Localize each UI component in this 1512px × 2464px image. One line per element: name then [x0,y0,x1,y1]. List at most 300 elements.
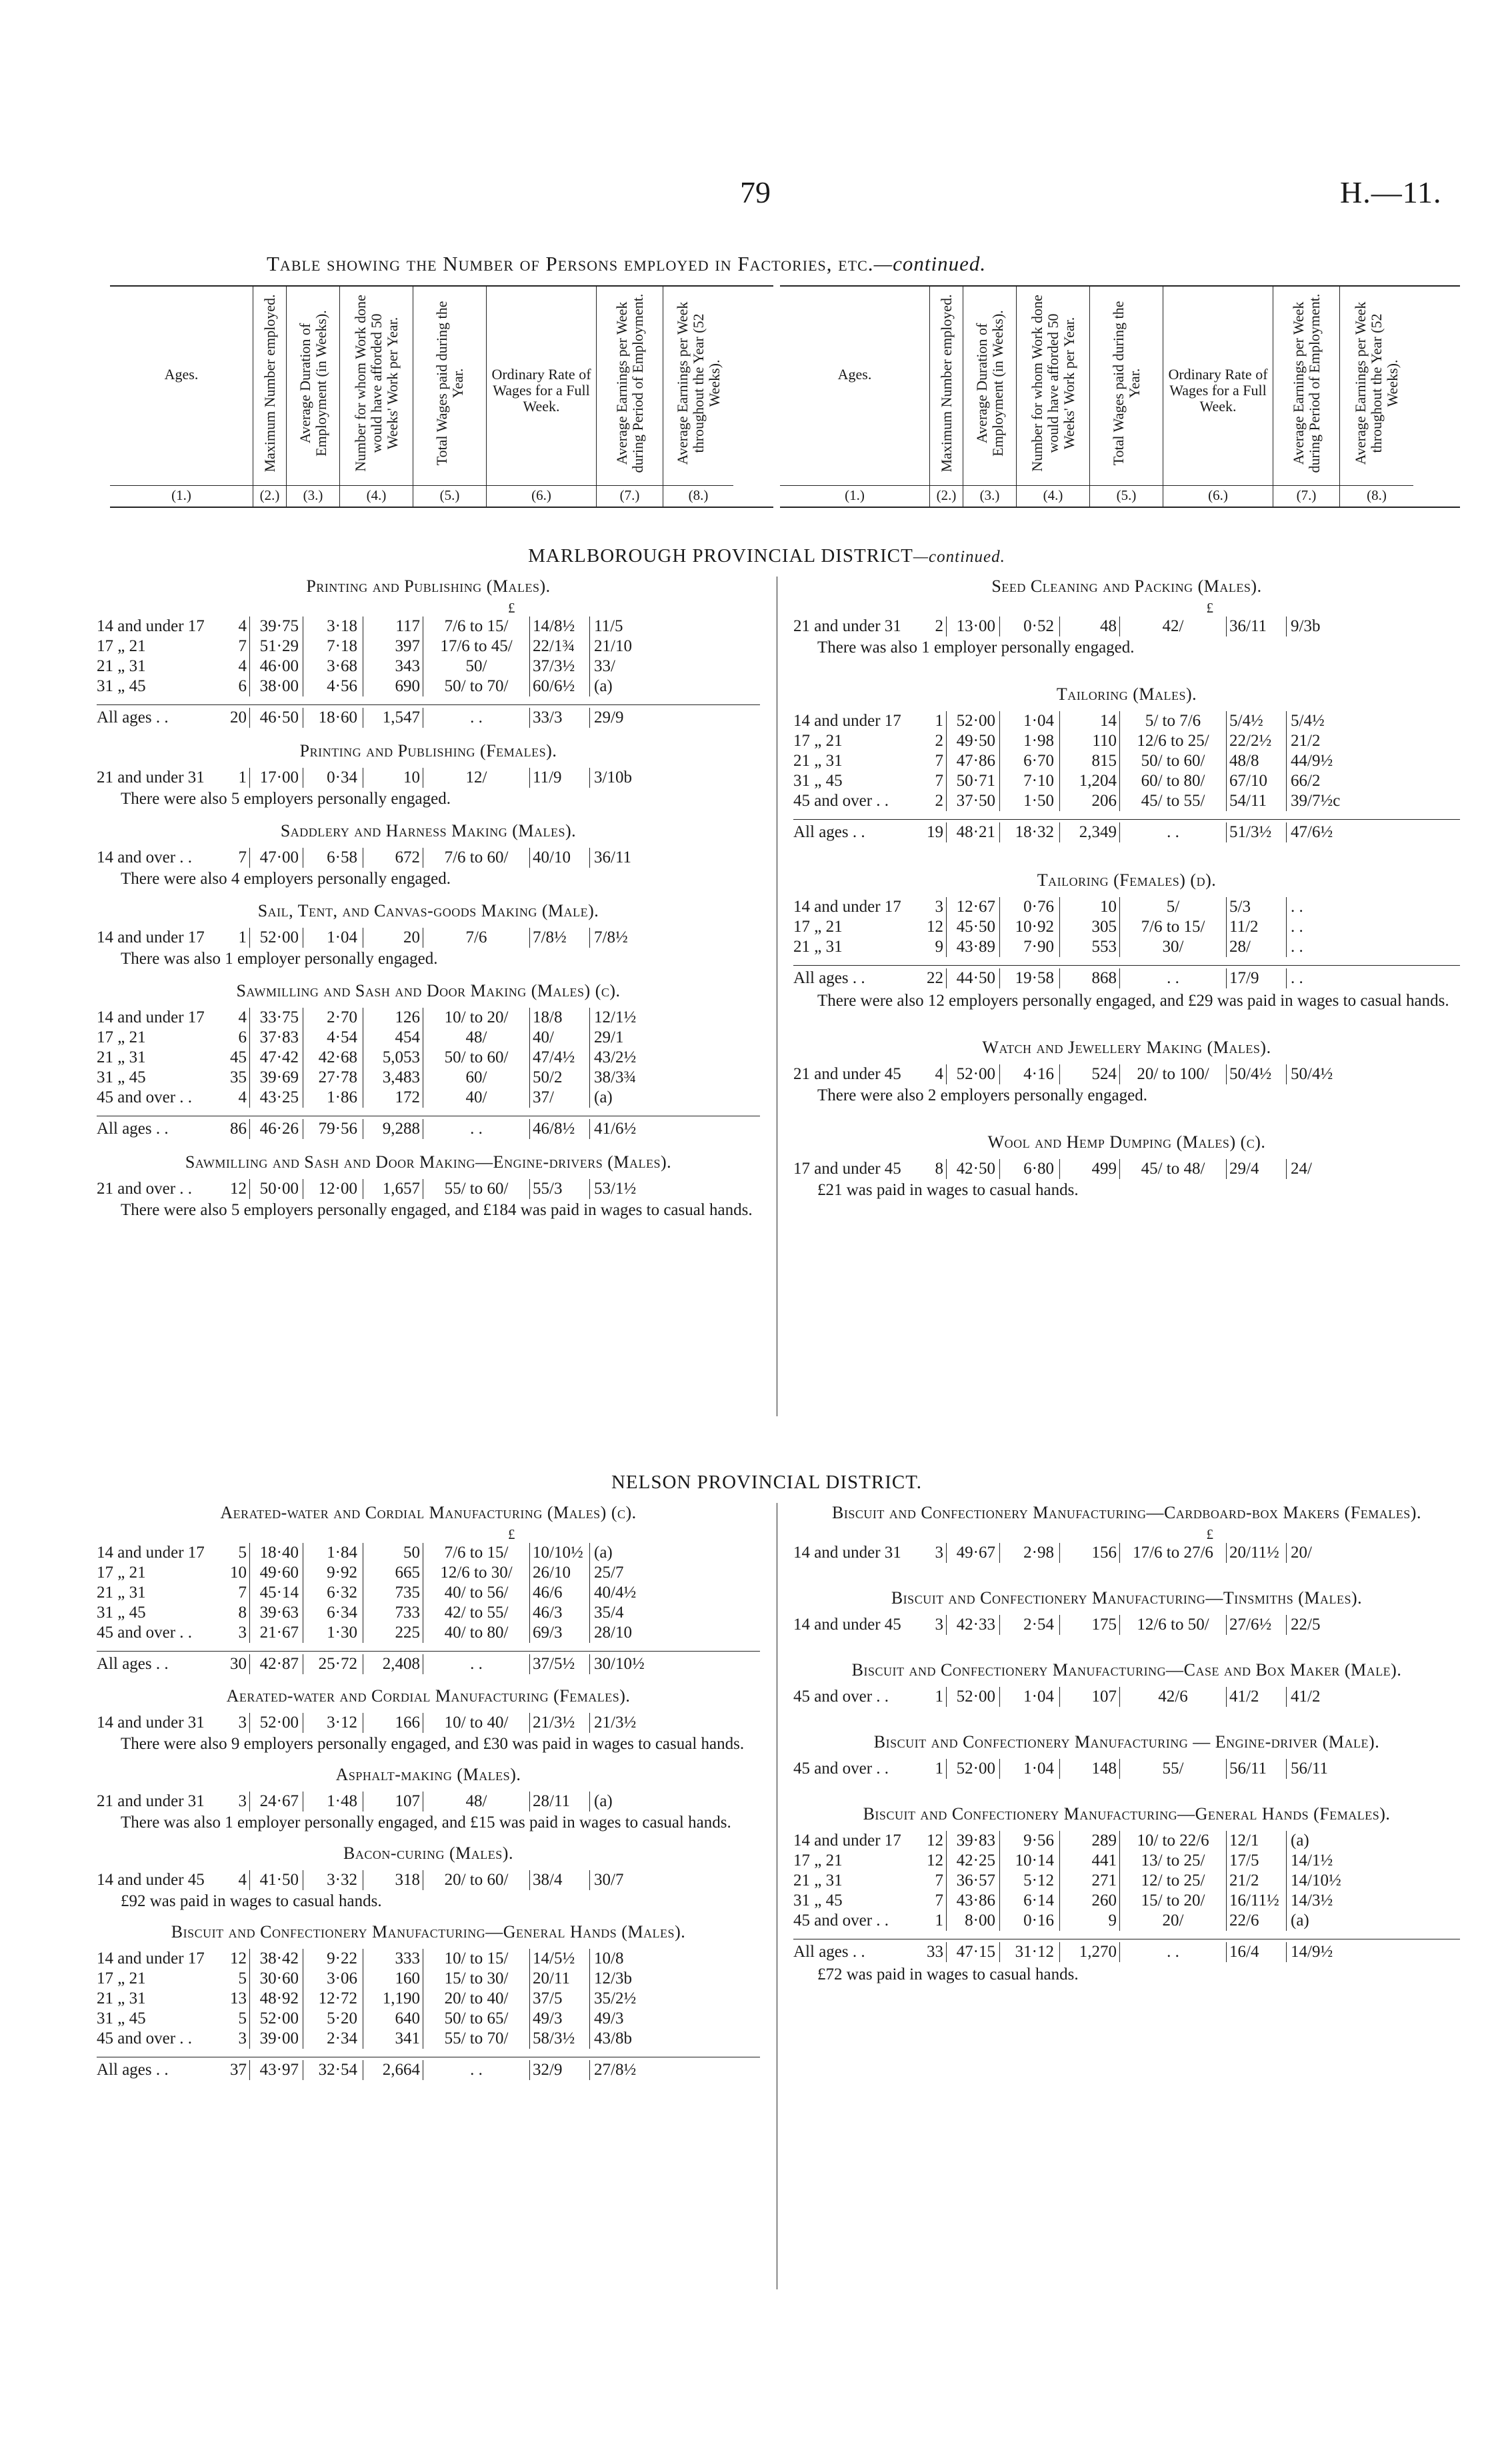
cell-col-4: 6·14 [1000,1891,1060,1911]
cell-col-2: 5 [223,2009,250,2029]
header-col-2 [253,287,287,507]
cell-col-8: (a) [594,1544,613,1562]
cell-col-2: 7 [920,1871,947,1891]
cell-col-3: 42·33 [947,1615,1000,1635]
table-row [97,848,760,868]
cell-col-1: 14 and under 17 [793,898,901,916]
table-section [793,684,1460,844]
section-heading: Printing and Publishing (Males). [306,577,551,596]
cell-col-2: 22 [920,968,947,988]
cell-col-7: 22/6 [1227,1911,1287,1931]
table-title [267,252,1293,276]
section-heading: Biscuit and Confectionery Manufacturing—Cardboard-box Makers (Females). [832,1503,1421,1522]
header-number: (2.) [930,485,963,504]
cell-col-2: 7 [223,848,250,868]
cell-col-4: 12·00 [303,1179,363,1199]
cell-col-2: 45 [223,1048,250,1068]
cell-col-5: 20 [363,928,423,948]
cell-col-1: 17 „ 21 [97,1028,146,1046]
cell-col-6: 7/6 to 15/ [423,1543,530,1563]
cell-col-6: 60/ to 80/ [1120,771,1227,791]
cell-col-7: 26/10 [530,1563,590,1583]
cell-col-8: 28/10 [594,1624,632,1642]
cell-col-8: 47/6½ [1291,823,1333,841]
table-row [97,1603,760,1623]
section-heading: Biscuit and Confectionery Manufacturing—General Hands (Males). [171,1922,686,1941]
cell-col-7: 40/10 [530,848,590,868]
cell-col-6: 40/ [423,1088,530,1108]
cell-col-4: 2·34 [303,2029,363,2049]
page-number: 79 [740,175,771,209]
cell-col-3: 46·50 [250,708,303,728]
cell-col-7: 12/1 [1227,1831,1287,1851]
header-col-2 [930,287,963,507]
cell-col-2: 7 [223,636,250,656]
cell-col-5: 225 [363,1623,423,1643]
cell-col-5: 260 [1060,1891,1120,1911]
section-heading: Aerated-water and Cordial Manufacturing (Males) (c). [220,1503,637,1522]
cell-col-3: 21·67 [250,1623,303,1643]
cell-col-4: 10·92 [1000,917,1060,937]
table-row [97,676,760,696]
cell-col-7: 16/4 [1227,1942,1287,1962]
header-col-6 [1163,287,1273,507]
header-col-5 [1090,287,1163,507]
cell-col-8: 43/2½ [594,1048,637,1066]
table-header-right [780,285,1460,508]
cell-col-5: 868 [1060,968,1120,988]
table-row [793,1159,1460,1179]
cell-col-3: 52·00 [250,928,303,948]
cell-col-6: 10/ to 20/ [423,1008,530,1028]
cell-col-1: 21 „ 31 [97,1048,146,1066]
cell-col-1: 14 and under 17 [97,928,205,946]
cell-col-6: 7/6 [423,928,530,948]
cell-col-8: . . [1291,918,1303,936]
table-section [793,1804,1460,1985]
cell-col-3: 43·97 [250,2060,303,2080]
cell-col-5: 10 [1060,897,1120,917]
table-section [97,821,760,889]
cell-col-2: 8 [223,1603,250,1623]
cell-col-6: 17/6 to 27/6 [1120,1543,1227,1563]
cell-col-5: 107 [1060,1687,1120,1707]
table-row [97,1543,760,1563]
cell-col-6: 12/6 to 50/ [1120,1615,1227,1635]
cell-col-4: 9·22 [303,1949,363,1969]
header-number: (5.) [1090,485,1163,504]
cell-col-2: 2 [920,616,947,636]
section-heading: Sail, Tent, and Canvas-goods Making (Male). [257,901,599,920]
header-col-3 [963,287,1017,507]
cell-col-1: 31 „ 45 [97,1604,146,1622]
cell-col-7: 33/3 [530,708,590,728]
cell-col-2: 12 [223,1179,250,1199]
cell-col-2: 86 [223,1119,250,1139]
cell-col-3: 33·75 [250,1008,303,1028]
cell-col-4: 0·16 [1000,1911,1060,1931]
cell-col-4: 1·50 [1000,791,1060,811]
cell-col-6: 50/ to 65/ [423,2009,530,2029]
header-label: Average Earnings per Week during Period of Employment. [1289,293,1323,473]
cell-col-7: 40/ [530,1028,590,1048]
cell-col-8: 40/4½ [594,1584,637,1602]
cell-col-1: 21 and under 31 [97,1792,205,1810]
section-heading: Biscuit and Confectionery Manufacturing—Case and Box Maker (Male). [851,1660,1402,1680]
cell-col-5: 48 [1060,616,1120,636]
cell-col-6: 20/ to 100/ [1120,1064,1227,1084]
table-row [793,1064,1460,1084]
cell-col-8: 35/2½ [594,1989,637,2007]
cell-col-8: 20/ [1291,1544,1312,1562]
cell-col-4: 10·14 [1000,1851,1060,1871]
cell-col-3: 52·00 [947,711,1000,731]
section-note: £92 was paid in wages to casual hands. [121,1892,382,1910]
cell-col-1: 21 „ 31 [97,1989,146,2007]
cell-col-7: 29/4 [1227,1159,1287,1179]
header-label: Average Duration of Employment (in Weeks). [296,310,329,457]
cell-col-5: 454 [363,1028,423,1048]
section-note: There were also 9 employers personally engaged, and £30 was paid in wages to casual hands. [121,1735,745,1753]
header-number: (6.) [1163,485,1273,504]
cell-col-5: 5,053 [363,1048,423,1068]
section-note: There were also 4 employers personally engaged. [121,870,451,888]
cell-col-1: 21 and under 31 [97,768,205,786]
section-heading: Biscuit and Confectionery Manufacturing — Engine-driver (Male). [873,1732,1380,1752]
cell-col-4: 6·80 [1000,1159,1060,1179]
header-number: (8.) [1340,485,1413,504]
cell-col-5: 672 [363,848,423,868]
cell-col-8: 9/3b [1291,617,1321,635]
header-label: Maximum Number employed. [937,294,955,473]
cell-col-8: 14/1½ [1291,1851,1333,1869]
cell-col-1: 31 „ 45 [97,2009,146,2027]
cell-col-6: 50/ to 60/ [423,1048,530,1068]
cell-col-7: 50/4½ [1227,1064,1287,1084]
cell-col-1: 14 and under 45 [793,1616,901,1634]
cell-col-2: 4 [223,656,250,676]
header-col-4 [1017,287,1090,507]
cell-col-8: 39/7½c [1291,792,1341,810]
cell-col-7: 46/3 [530,1603,590,1623]
cell-col-8: 14/9½ [1291,1943,1333,1961]
cell-col-6: 48/ [423,1792,530,1812]
cell-col-7: 21/2 [1227,1871,1287,1891]
cell-col-3: 47·42 [250,1048,303,1068]
cell-col-1: 45 and over . . [793,1688,889,1706]
cell-col-2: 1 [223,768,250,788]
header-col-7 [1273,287,1340,507]
header-number: (4.) [340,485,413,504]
cell-col-7: 55/3 [530,1179,590,1199]
table-row [97,1068,760,1088]
cell-col-8: 41/6½ [594,1120,637,1138]
cell-col-5: 665 [363,1563,423,1583]
cell-col-3: 38·42 [250,1949,303,1969]
cell-col-2: 12 [920,917,947,937]
cell-col-1: 31 „ 45 [97,1068,146,1086]
total-row [793,965,1460,990]
cell-col-5: 2,349 [1060,822,1120,842]
cell-col-6: 7/6 to 15/ [423,616,530,636]
cell-col-8: 25/7 [594,1564,624,1582]
header-number: (1.) [780,485,929,504]
header-col-3 [287,287,340,507]
cell-col-5: 1,204 [1060,771,1120,791]
cell-col-3: 50·71 [947,771,1000,791]
cell-col-8: 41/2 [1291,1688,1321,1706]
cell-col-8: . . [1291,969,1303,987]
cell-col-6: 15/ to 30/ [423,1969,530,1989]
cell-col-6: 45/ to 55/ [1120,791,1227,811]
table-row [97,1949,760,1969]
table-row [97,1028,760,1048]
cell-col-2: 3 [223,1713,250,1733]
header-col-1 [780,287,930,507]
cell-col-7: 46/6 [530,1583,590,1603]
cell-col-1: 17 „ 21 [793,918,843,936]
cell-col-6: 15/ to 20/ [1120,1891,1227,1911]
cell-col-8: 14/3½ [1291,1891,1333,1909]
cell-col-8: 36/11 [594,848,632,866]
cell-col-3: 49·50 [947,731,1000,751]
cell-col-2: 1 [920,1911,947,1931]
header-number: (3.) [963,485,1016,504]
cell-col-3: 42·25 [947,1851,1000,1871]
table-section [97,1922,760,2081]
section-heading: Watch and Jewellery Making (Males). [982,1038,1271,1057]
cell-col-6: 48/ [423,1028,530,1048]
cell-col-3: 45·50 [947,917,1000,937]
cell-col-3: 39·00 [250,2029,303,2049]
title-continued: —continued. [873,252,987,275]
cell-col-8: 30/10½ [594,1655,645,1673]
cell-col-3: 39·83 [947,1831,1000,1851]
cell-col-4: 9·92 [303,1563,363,1583]
cell-col-6: 13/ to 25/ [1120,1851,1227,1871]
cell-col-6: 45/ to 48/ [1120,1159,1227,1179]
cell-col-4: 1·04 [1000,711,1060,731]
cell-col-7: 10/10½ [530,1543,590,1563]
cell-col-2: 7 [920,751,947,771]
cell-col-7: 46/8½ [530,1119,590,1139]
table-section [97,577,760,729]
table-row [97,1008,760,1028]
cell-col-3: 18·40 [250,1543,303,1563]
section-heading: Sawmilling and Sash and Door Making—Engine-drivers (Males). [185,1152,672,1172]
cell-col-5: 2,408 [363,1654,423,1674]
cell-col-7: 21/3½ [530,1713,590,1733]
cell-col-7: 22/1¾ [530,636,590,656]
table-section [793,1038,1460,1106]
cell-col-1: 17 „ 21 [97,637,146,655]
table-section [793,577,1460,658]
cell-col-5: 110 [1060,731,1120,751]
table-row [793,1891,1460,1911]
cell-col-8: 21/2 [1291,732,1321,750]
cell-col-1: 45 and over . . [793,1760,889,1778]
table-row [793,731,1460,751]
cell-col-1: 14 and under 17 [97,1008,205,1026]
currency-symbol: £ [508,1526,515,1542]
cell-col-8: (a) [1291,1911,1309,1929]
cell-col-6: 55/ [1120,1759,1227,1779]
cell-col-8: (a) [1291,1832,1309,1849]
header-col-4 [340,287,413,507]
section-note: There was also 1 employer personally engaged. [121,950,438,968]
cell-col-7: 69/3 [530,1623,590,1643]
cell-col-4: 0·76 [1000,897,1060,917]
cell-col-1: 31 „ 45 [793,772,843,790]
cell-col-5: 733 [363,1603,423,1623]
cell-col-2: 1 [920,711,947,731]
table-row [793,751,1460,771]
cell-col-8: 14/10½ [1291,1871,1341,1889]
cell-col-7: 20/11 [530,1969,590,1989]
section-heading: Asphalt-making (Males). [335,1765,521,1784]
cell-col-7: 17/9 [1227,968,1287,988]
table-row [97,768,760,788]
table-row [793,897,1460,917]
cell-col-3: 30·60 [250,1969,303,1989]
cell-col-1: 17 „ 21 [97,1969,146,1987]
cell-col-4: 31·12 [1000,1942,1060,1962]
cell-col-6: . . [1120,968,1227,988]
table-row [793,1851,1460,1871]
cell-col-8: 43/8b [594,2029,632,2047]
header-label: Ordinary Rate of Wages for a Full Week. [491,366,591,415]
cell-col-5: 815 [1060,751,1120,771]
table-section [793,1660,1460,1707]
cell-col-6: 7/6 to 15/ [1120,917,1227,937]
cell-col-1: 14 and under 17 [793,712,901,730]
header-number: (7.) [1273,485,1339,504]
cell-col-2: 13 [223,1989,250,2009]
cell-col-7: 41/2 [1227,1687,1287,1707]
district-continued: —continued. [913,548,1005,566]
cell-col-8: . . [1291,898,1303,916]
section-note: £72 was paid in wages to casual hands. [817,1965,1079,1983]
cell-col-2: 3 [223,1792,250,1812]
cell-col-1: 14 and under 45 [97,1871,205,1889]
cell-col-3: 52·00 [947,1687,1000,1707]
district-heading-marlborough [400,545,1133,567]
cell-col-3: 13·00 [947,616,1000,636]
header-label: Ages. [837,366,872,383]
cell-col-4: 6·58 [303,848,363,868]
cell-col-6: 12/ to 25/ [1120,1871,1227,1891]
cell-col-7: 14/8½ [530,616,590,636]
cell-col-1: 14 and over . . [97,848,193,866]
cell-col-8: 50/4½ [1291,1065,1333,1083]
section-heading: Seed Cleaning and Packing (Males). [991,577,1262,596]
table-row [97,1870,760,1890]
cell-col-3: 43·89 [947,937,1000,957]
header-number: (3.) [287,485,339,504]
table-row [97,1179,760,1199]
cell-col-5: 333 [363,1949,423,1969]
cell-col-4: 2·70 [303,1008,363,1028]
total-row [97,1651,760,1676]
cell-col-1: 14 and under 17 [793,1832,901,1849]
cell-col-6: 40/ to 80/ [423,1623,530,1643]
header-label: Total Wages paid during the Year. [1109,301,1143,466]
cell-col-6: 10/ to 40/ [423,1713,530,1733]
cell-col-6: 20/ to 60/ [423,1870,530,1890]
cell-col-4: 42·68 [303,1048,363,1068]
header-number: (7.) [597,485,663,504]
cell-col-6: 5/ [1120,897,1227,917]
left-bottom-column [97,1503,760,2092]
cell-col-1: 14 and under 31 [97,1714,205,1732]
cell-col-8: 27/8½ [594,2061,637,2079]
table-section [97,1503,760,1676]
cell-col-5: 305 [1060,917,1120,937]
cell-col-2: 19 [920,822,947,842]
cell-col-8: 7/8½ [594,928,628,946]
cell-col-8: 10/8 [594,1949,624,1967]
cell-col-3: 49·67 [947,1543,1000,1563]
section-note: There was also 1 employer personally engaged. [817,638,1135,656]
cell-col-3: 42·50 [947,1159,1000,1179]
cell-col-2: 1 [920,1759,947,1779]
header-label: Ordinary Rate of Wages for a Full Week. [1168,366,1268,415]
cell-col-1: 14 and under 17 [97,1949,205,1967]
cell-col-7: 38/4 [530,1870,590,1890]
cell-col-6: 50/ to 60/ [1120,751,1227,771]
right-top-column [793,577,1460,1227]
cell-col-5: 735 [363,1583,423,1603]
total-row [97,2057,760,2081]
header-col-7 [597,287,663,507]
cell-col-8: 12/1½ [594,1008,637,1026]
cell-col-8: 5/4½ [1291,712,1325,730]
table-row [97,656,760,676]
total-row [793,819,1460,844]
cell-col-8: 22/5 [1291,1616,1321,1634]
cell-col-7: 37/5 [530,1989,590,2009]
cell-col-3: 52·00 [250,2009,303,2029]
cell-col-8: 29/1 [594,1028,624,1046]
table-row [97,1623,760,1643]
cell-col-6: . . [423,1119,530,1139]
header-number: (1.) [110,485,253,504]
cell-col-7: 51/3½ [1227,822,1287,842]
cell-col-3: 44·50 [947,968,1000,988]
cell-col-5: 1,270 [1060,1942,1120,1962]
cell-col-2: 3 [223,2029,250,2049]
cell-col-3: 48·92 [250,1989,303,2009]
section-heading: Tailoring (Females) (d). [1037,870,1217,890]
cell-col-4: 1·48 [303,1792,363,1812]
cell-col-1: 21 „ 31 [793,1871,843,1889]
table-row [793,1911,1460,1931]
cell-col-4: 5·20 [303,2009,363,2029]
cell-col-5: 206 [1060,791,1120,811]
table-header-left [110,285,773,508]
cell-col-1: All ages . . [97,708,169,726]
cell-col-1: All ages . . [97,2061,169,2079]
cell-col-4: 4·54 [303,1028,363,1048]
cell-col-5: 318 [363,1870,423,1890]
total-row [97,1116,760,1140]
table-row [97,1583,760,1603]
table-row [97,1969,760,1989]
cell-col-2: 2 [920,791,947,811]
table-row [97,2009,760,2029]
table-row [97,2029,760,2049]
cell-col-8: 11/5 [594,617,623,635]
